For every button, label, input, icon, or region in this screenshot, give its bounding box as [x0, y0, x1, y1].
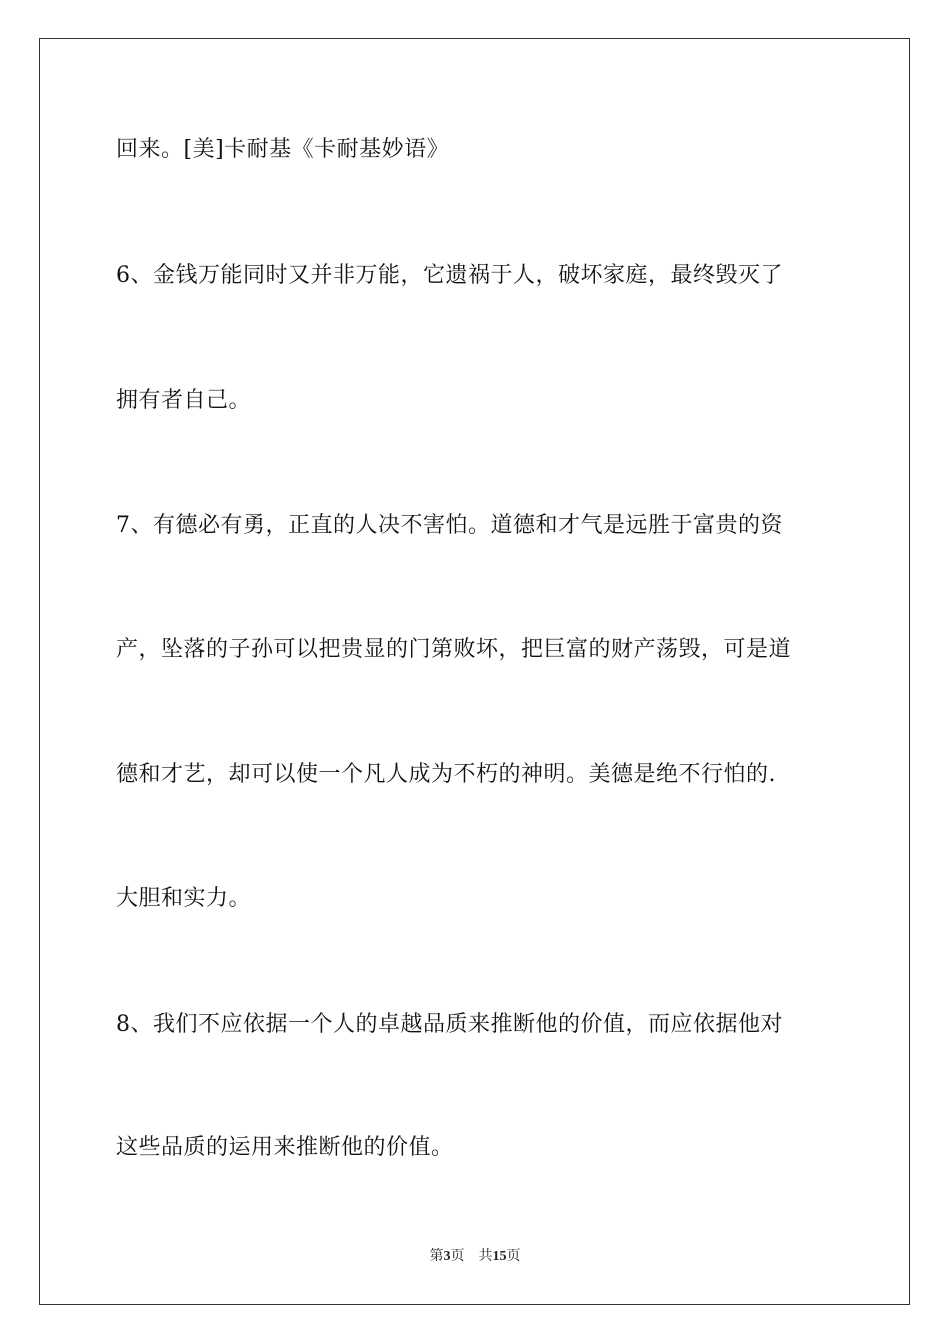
text-line-8: 8、我们不应依据一个人的卓越品质来推断他的价值，而应依据他对: [116, 1012, 783, 1037]
footer-total-suffix: 页: [506, 1249, 521, 1264]
text-line-9: 这些品质的运用来推断他的价值。: [116, 1135, 454, 1160]
footer-total-pages: 15: [492, 1249, 507, 1264]
footer-page-suffix: 页: [450, 1249, 465, 1264]
text-line-7: 大胆和实力。: [116, 886, 252, 911]
text-line-3: 拥有者自己。: [116, 388, 252, 413]
page-footer: [0, 1248, 950, 1266]
text-line-4: 7、有德必有勇，正直的人决不害怕。道德和才气是远胜于富贵的资: [116, 513, 783, 538]
footer-prefix: 第: [429, 1249, 444, 1264]
page-frame: [39, 38, 910, 1305]
text-line-6: 德和才艺，却可以使一个凡人成为不朽的神明。美德是绝不行怕的.: [116, 762, 776, 787]
text-line-2: 6、金钱万能同时又并非万能，它遗祸于人，破坏家庭，最终毁灭了: [116, 263, 783, 288]
text-line-5: 产，坠落的子孙可以把贵显的门第败坏，把巨富的财产荡毁，可是道: [116, 637, 792, 662]
footer-page-number: 3: [443, 1249, 451, 1264]
footer-total-prefix: 共: [478, 1249, 493, 1264]
text-line-1: 回来。[美]卡耐基《卡耐基妙语》: [116, 137, 450, 162]
